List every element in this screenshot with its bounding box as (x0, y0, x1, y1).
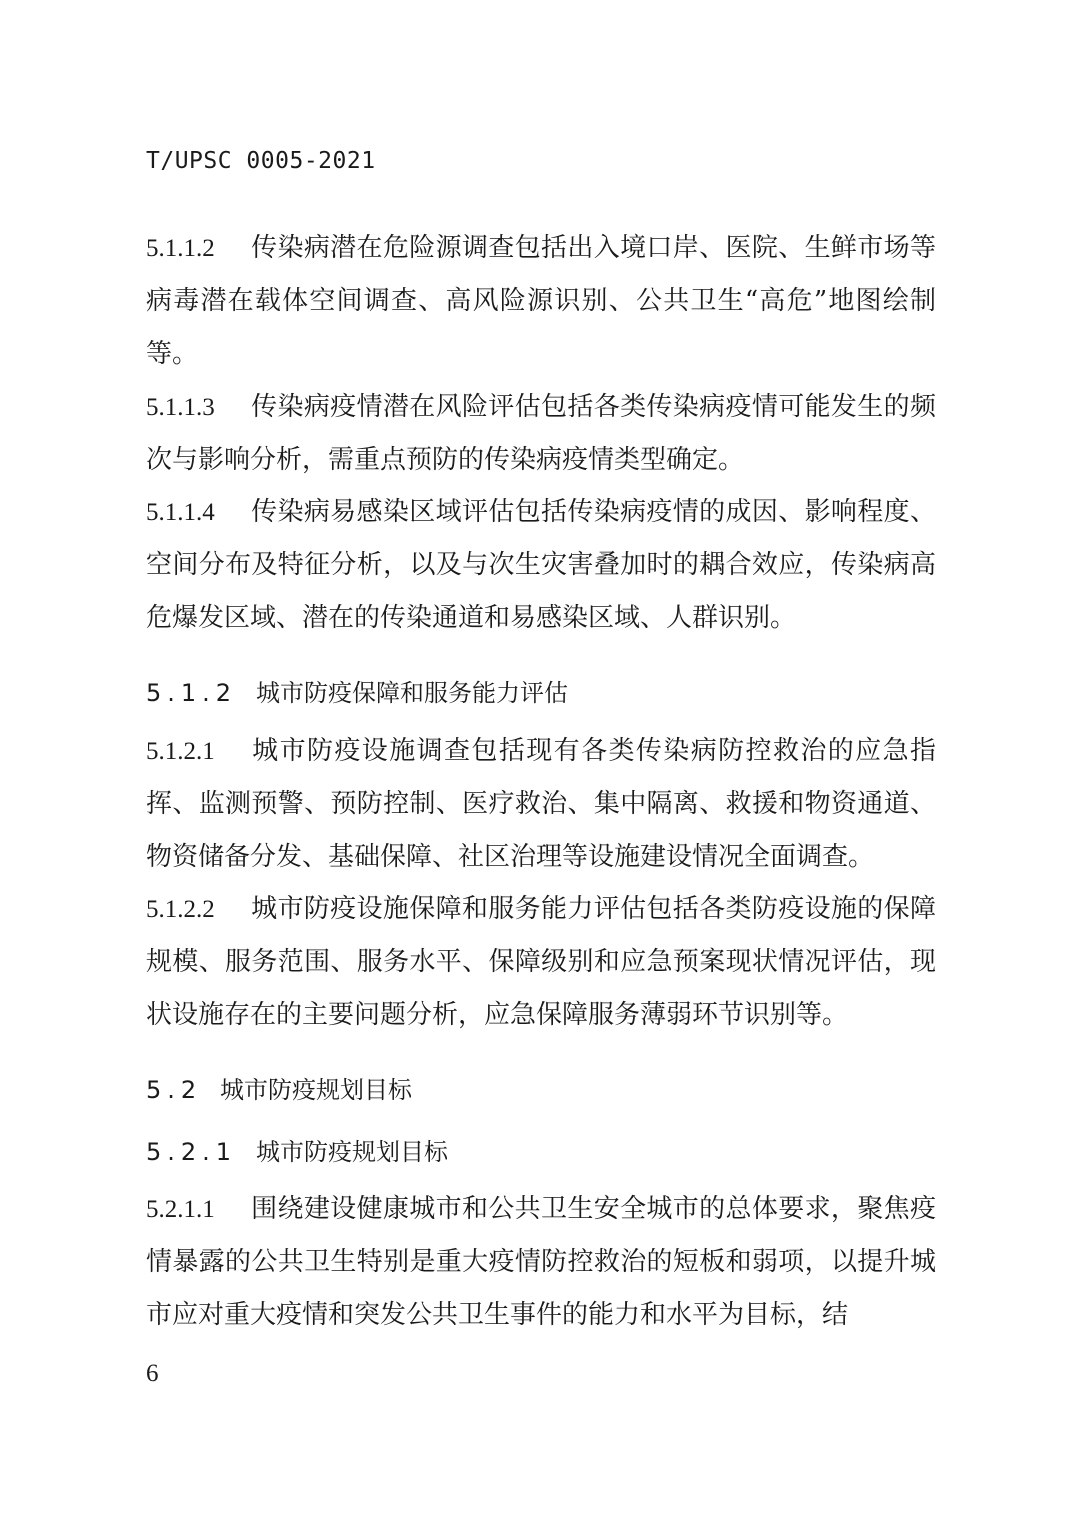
clause-number: 5.1.1.3 (146, 394, 215, 421)
clause-text: 传染病潜在危险源调查包括出入境口岸、医院、生鲜市场等病毒潜在载体空间调查、高风险源识别、公共卫生“高危”地图绘制等。 (146, 233, 936, 369)
heading-5-2-1 (146, 1132, 936, 1172)
clause-number: 5.1.2.1 (146, 738, 215, 765)
heading-5-2 (146, 1070, 936, 1110)
clause-number: 5.1.2.2 (146, 896, 215, 923)
clause-number: 5.2.1.1 (146, 1196, 215, 1223)
clause-5-1-2-2 (146, 883, 936, 1042)
heading-number: 5.2 (146, 1076, 203, 1104)
clause-5-1-2-1 (146, 725, 936, 884)
document-code: T/UPSC 0005-2021 (146, 148, 376, 174)
heading-title: 城市防疫保障和服务能力评估 (256, 679, 568, 707)
page-number: 6 (146, 1360, 159, 1387)
clause-text: 传染病易感染区域评估包括传染病疫情的成因、影响程度、空间分布及特征分析，以及与次生灾害叠加时的耦合效应，传染病高危爆发区域、潜在的传染通道和易感染区域、人群识别。 (146, 497, 936, 633)
clause-5-1-1-2 (146, 222, 936, 381)
clause-text: 传染病疫情潜在风险评估包括各类传染病疫情可能发生的频次与影响分析，需重点预防的传染病疫情类型确定。 (146, 392, 936, 475)
clause-5-2-1-1 (146, 1183, 936, 1342)
clause-text: 围绕建设健康城市和公共卫生安全城市的总体要求，聚焦疫情暴露的公共卫生特别是重大疫情防控救治的短板和弱项，以提升城市应对重大疫情和突发公共卫生事件的能力和水平为目标，结 (146, 1194, 936, 1330)
clause-number: 5.1.1.2 (146, 235, 215, 262)
clause-text: 城市防疫设施保障和服务能力评估包括各类防疫设施的保障规模、服务范围、服务水平、保障级别和应急预案现状情况评估，现状设施存在的主要问题分析，应急保障服务薄弱环节识别等。 (146, 894, 936, 1030)
clause-text: 城市防疫设施调查包括现有各类传染病防控救治的应急指挥、监测预警、预防控制、医疗救治、集中隔离、救援和物资通道、物资储备分发、基础保障、社区治理等设施建设情况全面调查。 (146, 736, 936, 872)
clause-5-1-1-4 (146, 486, 936, 645)
heading-5-1-2 (146, 673, 936, 713)
heading-number: 5.1.2 (146, 679, 238, 707)
heading-title: 城市防疫规划目标 (256, 1138, 448, 1166)
heading-title: 城市防疫规划目标 (220, 1076, 412, 1104)
heading-number: 5.2.1 (146, 1138, 238, 1166)
clause-number: 5.1.1.4 (146, 499, 215, 526)
clause-5-1-1-3 (146, 381, 936, 487)
